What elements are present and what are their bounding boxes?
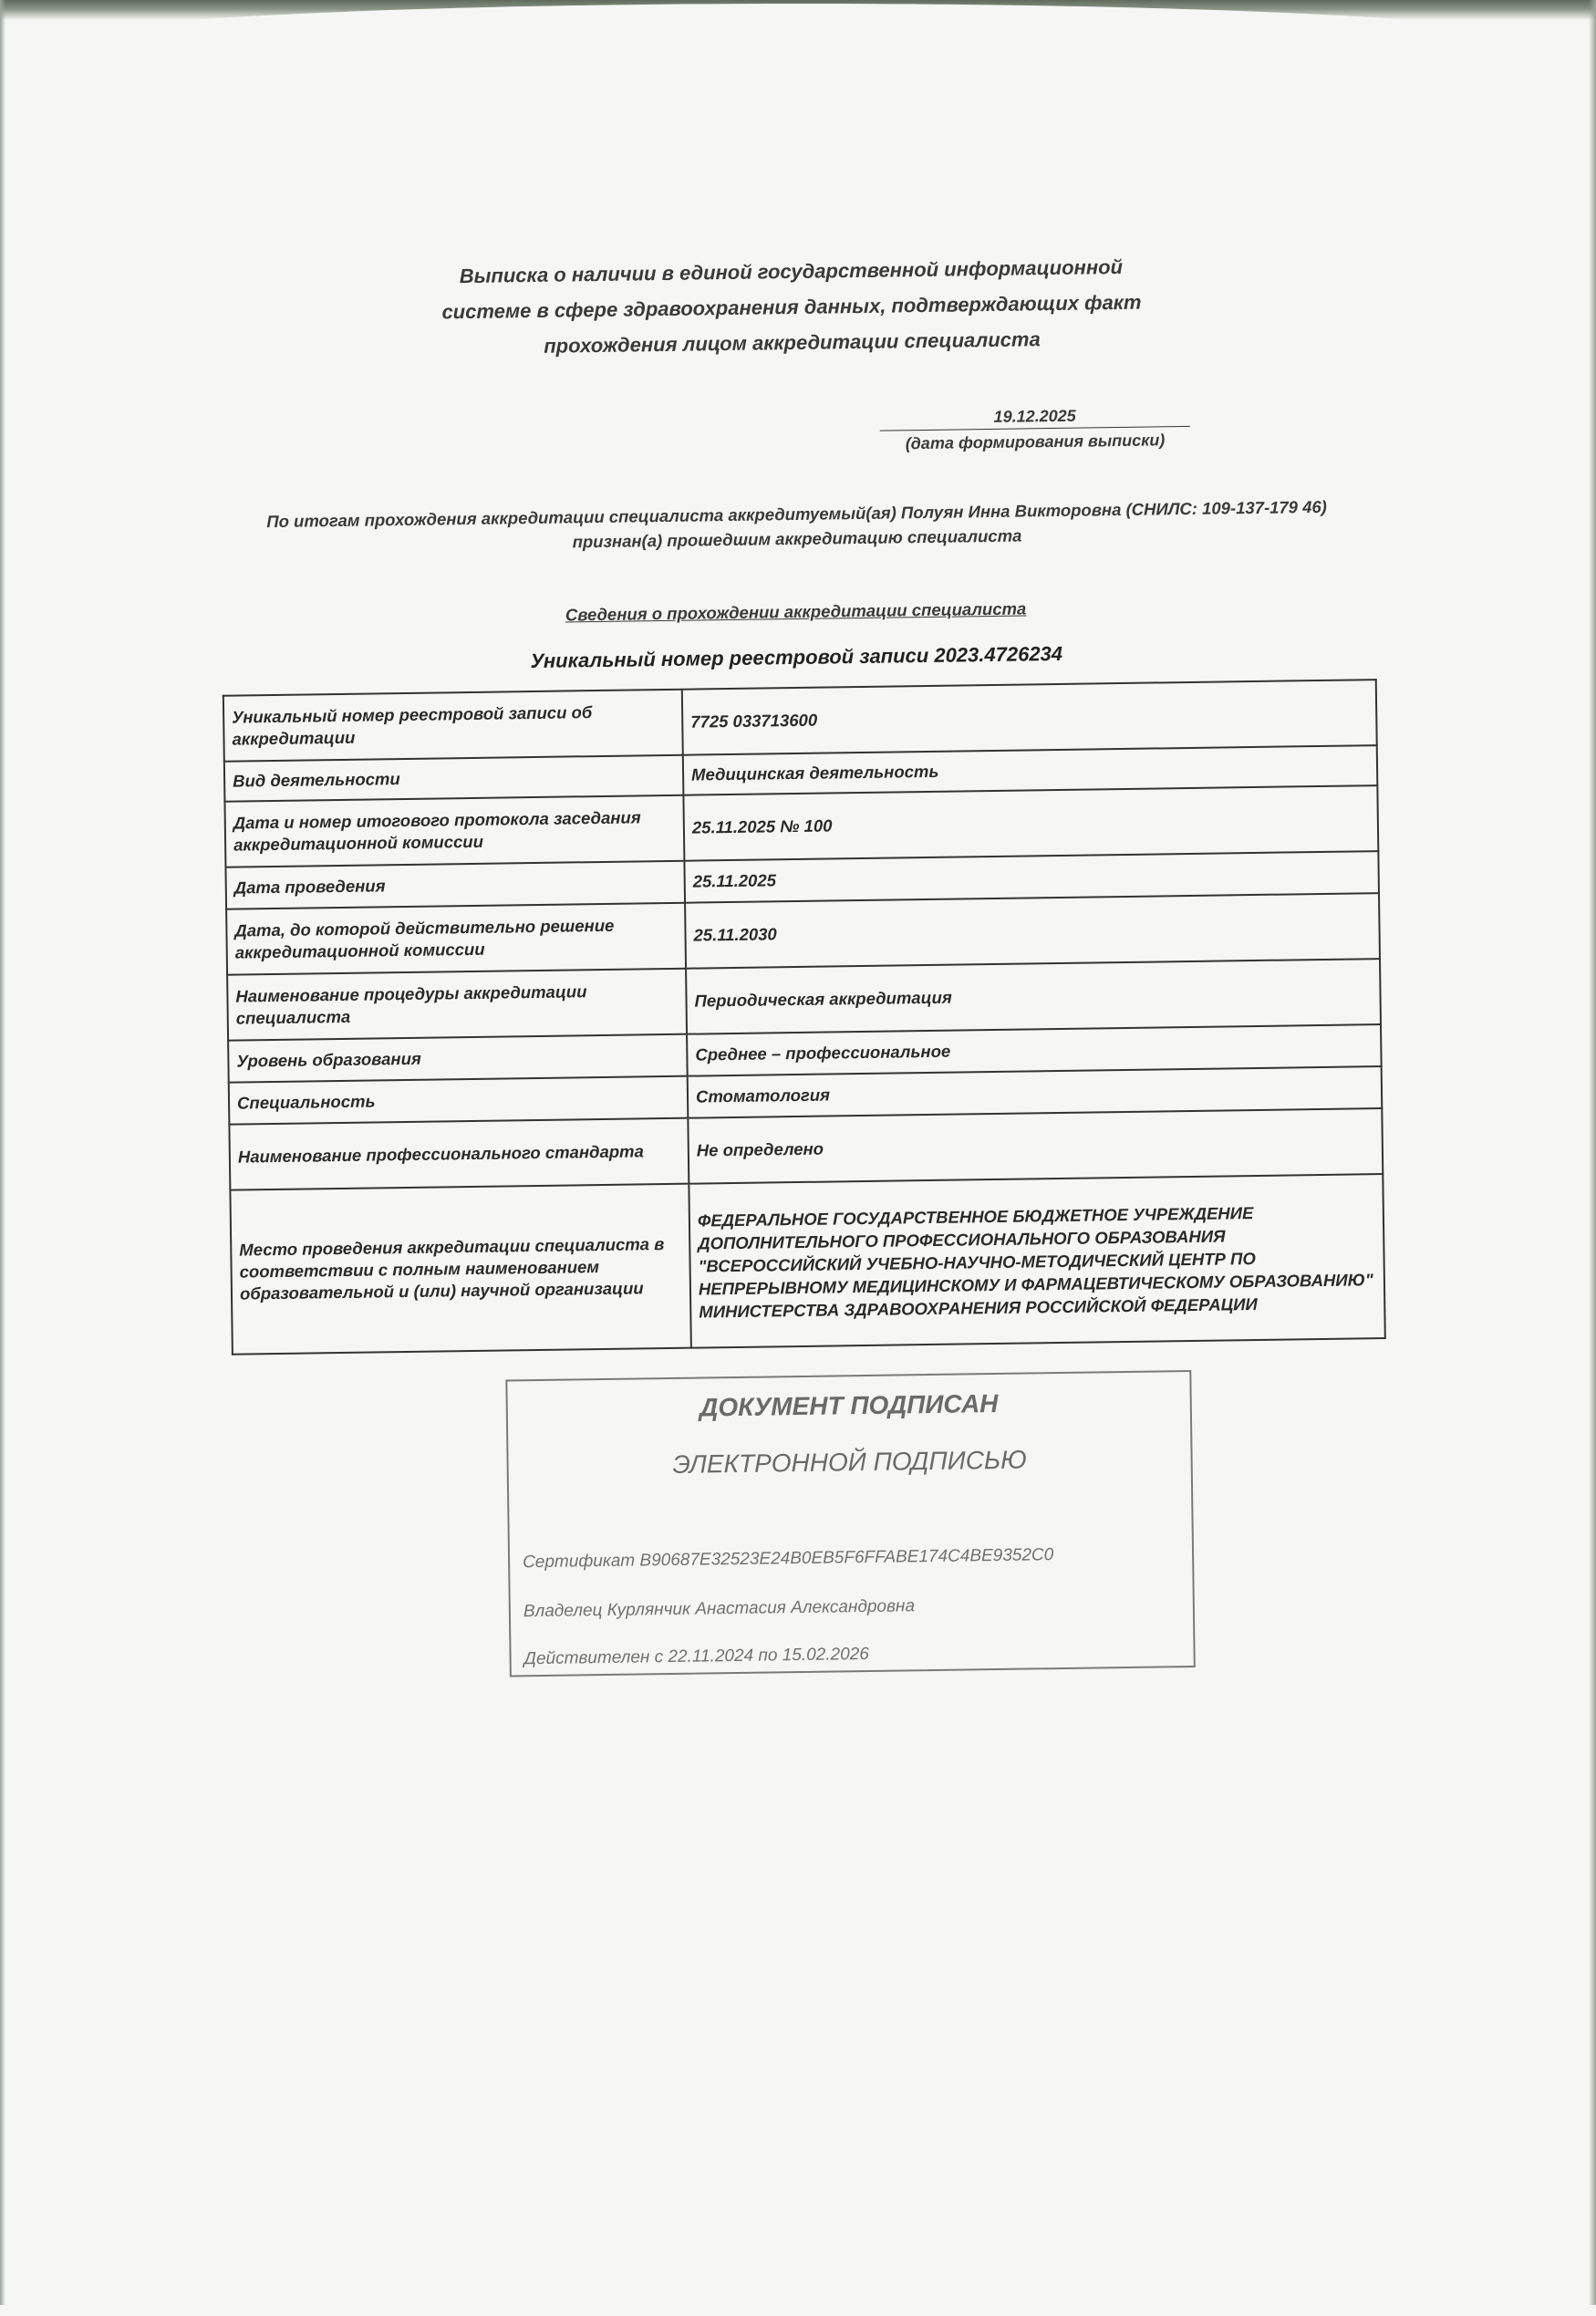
row-value: 25.11.2025	[684, 851, 1379, 903]
stamp-title: ДОКУМЕНТ ПОДПИСАН	[699, 1388, 999, 1422]
section-heading: Сведения о прохождении аккредитации специалиста	[565, 598, 1027, 625]
issue-date: 19.12.2025	[880, 405, 1190, 431]
accreditation-details-table	[223, 679, 1386, 1355]
row-value: Среднее – профессиональное	[687, 1024, 1382, 1076]
stamp-owner: Владелец Курлянчик Анастасия Александровна	[523, 1596, 916, 1622]
row-value: Медицинская деятельность	[683, 745, 1378, 795]
row-label: Место проведения аккредитации специалиста в соответствии с полным наименованием образовательной и (или) научной организации	[230, 1184, 690, 1355]
row-label: Дата, до которой действительно решение аккредитационной комиссии	[226, 903, 686, 975]
row-label: Вид деятельности	[224, 755, 684, 802]
stamp-subtitle: ЭЛЕКТРОННОЙ ПОДПИСЬЮ	[672, 1445, 1027, 1479]
title-line-3: прохождения лицом аккредитации специалиста	[544, 327, 1041, 358]
issue-date-block	[880, 405, 1191, 454]
row-label: Уровень образования	[228, 1034, 688, 1083]
row-value: 7725 033713600	[682, 680, 1377, 755]
stamp-certificate: Сертификат B90687E32523E24B0EB5F6FFABE174C4BE9352C0	[522, 1545, 1054, 1573]
row-label: Дата проведения	[225, 861, 685, 909]
row-value: Периодическая аккредитация	[686, 959, 1381, 1034]
row-value: 25.11.2025 № 100	[683, 785, 1378, 861]
row-label: Уникальный номер реестровой записи об аккредитации	[223, 690, 683, 762]
document-title	[353, 247, 1230, 366]
accreditation-result-text: По итогам прохождения аккредитации специалиста аккредитуемый(ая) Полуян Инна Викторовна (СНИЛС: 109-137-179 46) признан(а) прошедшим аккредитацию специалиста	[266, 496, 1328, 552]
row-value: Не определено	[688, 1108, 1383, 1184]
row-label: Наименование процедуры аккредитации специалиста	[227, 969, 687, 1041]
row-label: Дата и номер итогового протокола заседания аккредитационной комиссии	[224, 795, 684, 867]
table-row	[230, 1174, 1384, 1355]
row-value: Стоматология	[688, 1066, 1383, 1118]
stamp-validity: Действителен с 22.11.2024 по 15.02.2026	[523, 1644, 869, 1669]
row-value: ФЕДЕРАЛЬНОЕ ГОСУДАРСТВЕННОЕ БЮДЖЕТНОЕ УЧРЕЖДЕНИЕ ДОПОЛНИТЕЛЬНОГО ПРОФЕССИОНАЛЬНОГО ОБРАЗОВАНИЯ "ВСЕРОССИЙСКИЙ УЧЕБНО-НАУЧНО-МЕТОДИЧЕСКИЙ ЦЕНТР ПО НЕПРЕРЫВНОМУ МЕДИЦИНСКОМУ И ФАРМАЦЕВТИЧЕСКОМУ ОБРАЗОВАНИЮ" МИНИСТЕРСТВА ЗДРАВООХРАНЕНИЯ РОССИЙСКОЙ ФЕДЕРАЦИИ	[689, 1174, 1384, 1348]
row-label: Специальность	[229, 1076, 689, 1125]
issue-date-caption: (дата формирования выписки)	[905, 431, 1166, 453]
registry-number-heading: Уникальный номер реестровой записи 2023.4726234	[530, 641, 1063, 673]
row-label: Наименование профессионального стандарта	[229, 1118, 689, 1190]
row-value: 25.11.2030	[685, 893, 1380, 969]
title-line-1: Выписка о наличии в единой государственной информационной	[459, 254, 1124, 288]
title-line-2: системе в сфере здравоохранения данных, подтверждающих факт	[441, 290, 1142, 324]
electronic-signature-stamp	[505, 1370, 1195, 1677]
